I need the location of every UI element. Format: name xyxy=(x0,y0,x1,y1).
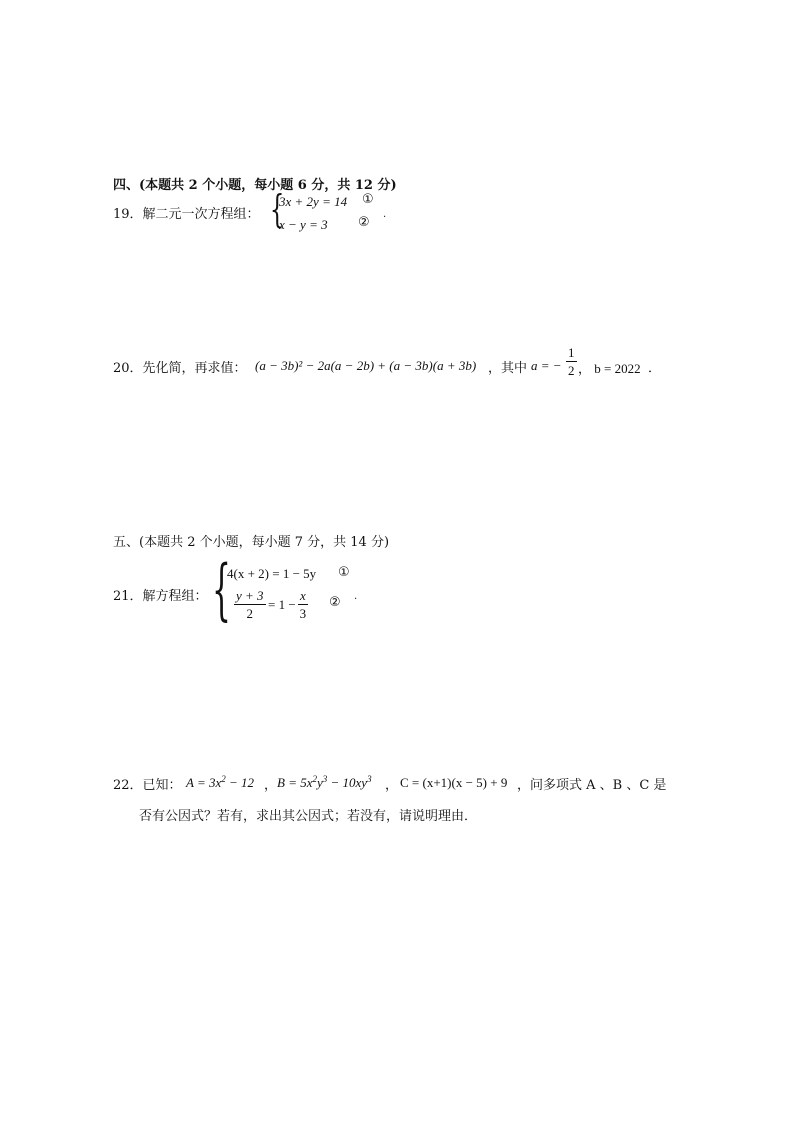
question-22-label xyxy=(113,774,182,793)
end-dot: . xyxy=(354,591,358,602)
fraction-denominator: 3 xyxy=(299,606,307,621)
fraction-numerator: x xyxy=(300,588,306,603)
section-4-heading: 四、(本题共 2 个小题，每小题 6 分，共 12 分) xyxy=(113,178,397,193)
question-21-label xyxy=(113,585,208,604)
end-period: ． xyxy=(648,361,662,376)
question-text: 先化简，再求值： xyxy=(142,361,247,376)
fraction-numerator: 1 xyxy=(568,345,575,360)
question-text: 解方程组： xyxy=(142,589,208,604)
question-number: 21． xyxy=(113,589,143,604)
equation-2-marker: ② xyxy=(329,595,341,610)
separator: ， xyxy=(385,778,399,793)
condition-text: ，其中 xyxy=(488,361,528,376)
question-text: 已知： xyxy=(142,778,182,793)
equation-1-marker: ① xyxy=(362,192,374,207)
fraction-denominator: 2 xyxy=(246,606,254,621)
equation-2-middle: = 1 − xyxy=(268,597,296,612)
question-text: 解二元一次方程组： xyxy=(142,207,260,222)
question-22-tail: ，问多项式 A 、B 、C 是 xyxy=(517,778,667,793)
system-brace: { xyxy=(212,551,231,628)
equation-2-left-fraction xyxy=(234,589,266,620)
question-22-line2: 否有公因式？若有，求出其公因式；若没有，请说明理由． xyxy=(139,809,478,824)
a-value-lhs: a = − xyxy=(531,358,562,373)
expression: (a − 3b)² − 2a(a − 2b) + (a − 3b)(a + 3b) xyxy=(255,358,477,373)
question-number: 20． xyxy=(113,361,143,376)
end-dot: . xyxy=(383,209,387,220)
polynomial-a: $A = 3x^2 - 12$ xyxy=(186,774,255,790)
question-20-label xyxy=(113,357,247,376)
question-19-label xyxy=(113,203,260,222)
equation-2-marker: ② xyxy=(358,215,370,230)
equation-1: 3x + 2y = 14 xyxy=(279,194,348,209)
system-brace: { xyxy=(269,187,285,231)
question-number: 22． xyxy=(113,778,143,793)
equation-2-right-fraction xyxy=(298,589,308,620)
fraction-numerator: y + 3 xyxy=(236,588,264,603)
b-value: ， b = 2022 xyxy=(578,361,641,376)
equation-1-marker: ① xyxy=(338,565,350,580)
equation-2: x − y = 3 xyxy=(279,217,328,232)
a-value-fraction xyxy=(566,346,577,377)
polynomial-b: $B = 5x^2y^3 - 10xy^3$ xyxy=(277,774,372,790)
question-number: 19． xyxy=(113,207,143,222)
section-5-heading: 五、(本题共 2 个小题，每小题 7 分，共 14 分) xyxy=(113,535,390,550)
polynomial-c: C = (x+1)(x − 5) + 9 xyxy=(400,775,508,790)
equation-1: 4(x + 2) = 1 − 5y xyxy=(227,566,317,581)
separator: ， xyxy=(264,778,278,793)
fraction-denominator: 2 xyxy=(568,363,575,378)
